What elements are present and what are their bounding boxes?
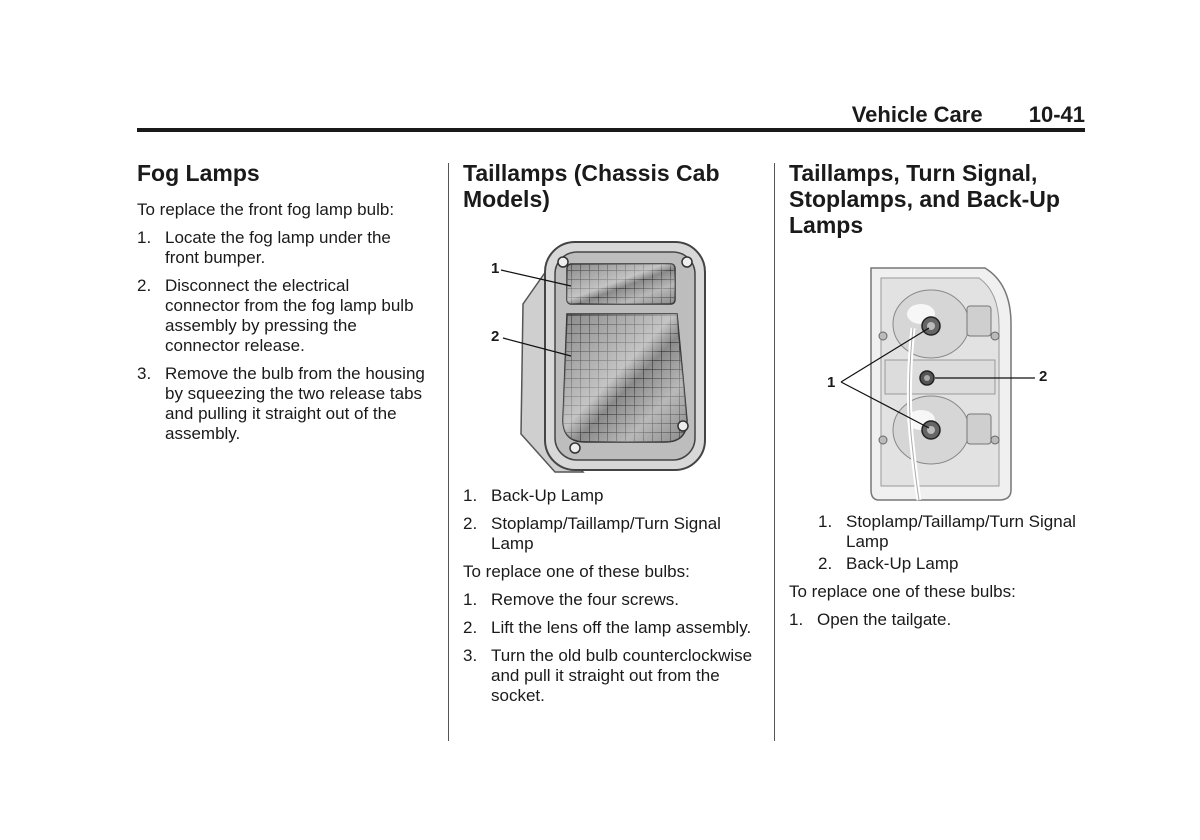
list-item: 1. Open the tailgate. (789, 610, 952, 629)
column-divider (774, 163, 775, 741)
column-fog-lamps (137, 158, 427, 444)
intro-text: To replace one of these bulbs: (463, 562, 690, 581)
list-item: 1. Remove the four screws. (463, 590, 680, 609)
heading-chassis-cab-taillamps: Taillamps (Chassis Cab Models) (463, 160, 720, 212)
list-item: 1. Back-Up Lamp (463, 486, 604, 505)
page-number: 10-41 (1028, 102, 1085, 127)
heading-taillamps-turn-signal: Taillamps, Turn Signal, Stoplamps, and Back-Up Lamps (789, 160, 1060, 238)
list-item: 3. Remove the bulb from the housing by squeezing the two release tabs and pulling it straight out of the assembly. (137, 364, 425, 443)
section-title: Vehicle Care (851, 102, 983, 127)
taillamp-illustration (463, 234, 753, 480)
intro-text: To replace one of these bulbs: (789, 582, 1016, 601)
column-divider (448, 163, 449, 741)
callout-label: 1 (827, 374, 836, 391)
step-list (463, 590, 753, 706)
callout-label: 1 (491, 260, 500, 277)
figure-legend (818, 512, 1085, 574)
column-taillamps-turn-signal (789, 158, 1085, 630)
heading-fog-lamps: Fog Lamps (137, 160, 260, 186)
callout-label: 2 (1039, 368, 1048, 385)
header-rule (137, 128, 1085, 132)
list-item: 2. Lift the lens off the lamp assembly. (463, 618, 752, 637)
column-chassis-cab-taillamps (463, 158, 753, 706)
list-item: 1. Stoplamp/Taillamp/Turn Signal Lamp (818, 512, 1076, 551)
taillamp-assembly-figure (789, 264, 1085, 504)
chassis-cab-taillamp-figure (463, 234, 753, 480)
list-item: 2. Disconnect the electrical connector from the fog lamp bulb assembly by pressing the connector release. (137, 276, 414, 355)
step-list (789, 610, 1085, 630)
page-header (137, 101, 1085, 129)
intro-text: To replace the front fog lamp bulb: (137, 200, 395, 219)
callout-label: 2 (491, 328, 500, 345)
list-item: 2. Stoplamp/Taillamp/Turn Signal Lamp (463, 514, 721, 553)
list-item: 3. Turn the old bulb counterclockwise and pull it straight out from the socket. (463, 646, 753, 705)
list-item: 2. Back-Up Lamp (818, 554, 959, 573)
step-list (137, 228, 427, 444)
list-item: 1. Locate the fog lamp under the front bumper. (137, 228, 391, 267)
figure-legend (463, 486, 753, 554)
